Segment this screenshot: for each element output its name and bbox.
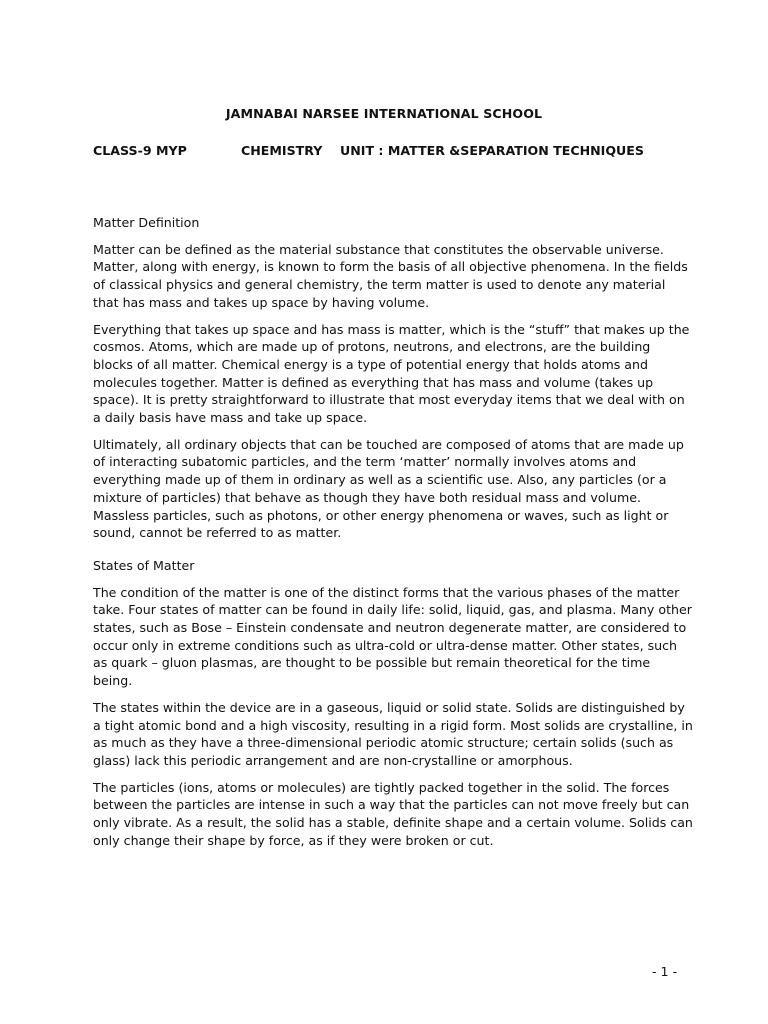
class-label: CLASS-9 MYP <box>93 143 187 158</box>
section-title: States of Matter <box>93 557 195 573</box>
school-title: JAMNABAI NARSEE INTERNATIONAL SCHOOL <box>225 106 543 121</box>
section-title: Matter Definition <box>93 215 200 230</box>
paragraph: The states within the device are in a gaseous, liquid or solid state. Solids are distinguished by a tight atomic bond and a high viscosity, resulting in a rigid form. Most solids are crystalline, in as much as they have a three-dimensional periodic atomic structure; certain solids (such as glass) lack this periodic arrangement and are non-crystalline or amorphous. <box>93 699 693 768</box>
paragraph: Matter can be defined as the material substance that constitutes the observable universe. Matter, along with energy, is known to form the basis of all objective phenomena. In the fields of classical physics and general chemistry, the term matter is used to denote any material that has mass and takes up space by having volume. <box>93 241 688 310</box>
paragraph: Everything that takes up space and has mass is matter, which is the “stuff” that makes up the cosmos. Atoms, which are made up of protons, neutrons, and electrons, are the building blocks of all matter. Chemical energy is a type of potential energy that holds atoms and molecules together. Matter is defined as everything that has mass and volume (takes up space). It is pretty straightforward to illustrate that most everyday items that we deal with on a daily basis have mass and take up space. <box>93 321 690 426</box>
unit-label: UNIT : MATTER &SEPARATION TECHNIQUES <box>340 143 644 158</box>
paragraph: The particles (ions, atoms or molecules) are tightly packed together in the solid. The forces between the particles are intense in such a way that the particles can not move freely but can only vibrate. As a result, the solid has a stable, definite shape and a certain volume. Solids can only change their shape by force, as if they were broken or cut. <box>93 779 693 848</box>
subject-label: CHEMISTRY <box>241 143 323 158</box>
page-number: - 1 - <box>652 964 678 979</box>
paragraph: Ultimately, all ordinary objects that can be touched are composed of atoms that are made up of interacting subatomic particles, and the term ‘matter’ normally involves atoms and everything made up of them in ordinary as well as a scientific use. Also, any particles (or a mixture of particles) that behave as though they have both residual mass and volume. Massless particles, such as photons, or other energy phenomena or waves, such as light or sound, cannot be referred to as matter. <box>93 436 684 541</box>
paragraph: The condition of the matter is one of the distinct forms that the various phases of the matter take. Four states of matter can be found in daily life: solid, liquid, gas, and plasma. Many other states, such as Bose – Einstein condensate and neutron degenerate matter, are considered to occur only in extreme conditions such as ultra-cold or ultra-dense matter. Other states, such as quark – gluon plasmas, are thought to be possible but remain theoretical for the time being. <box>93 584 692 689</box>
section-states-of-matter <box>93 557 693 850</box>
document-body <box>93 214 693 859</box>
section-matter-definition <box>93 214 693 542</box>
